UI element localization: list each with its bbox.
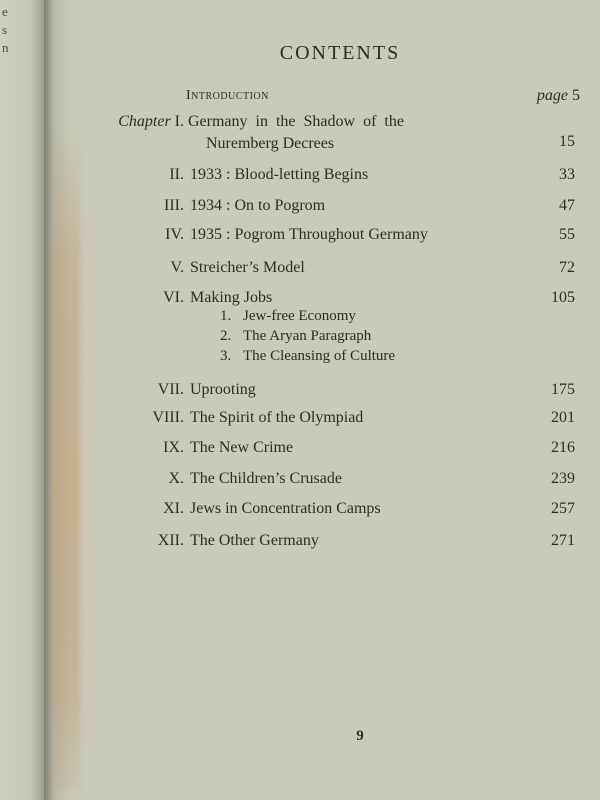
toc-subsection xyxy=(220,308,356,325)
toc-entry-title: Introduction xyxy=(186,88,269,103)
toc-subsection xyxy=(220,348,395,365)
toc-entry-number: IV. xyxy=(165,226,184,243)
toc-subsection-title: The Aryan Paragraph xyxy=(243,328,372,344)
toc-entry-title: The New Crime xyxy=(190,439,294,456)
page-title: CONTENTS xyxy=(279,42,401,64)
toc-subsection-title: The Cleansing of Culture xyxy=(243,348,396,364)
toc-entry-page: 239 xyxy=(551,470,575,487)
previous-page-fragment: e xyxy=(2,4,8,19)
toc-subsection-number: 3. xyxy=(220,348,232,364)
toc-entry-chapter-1 xyxy=(70,112,575,156)
toc-entry-title: Uprooting xyxy=(190,381,256,398)
toc-entry-page: 47 xyxy=(559,197,575,214)
toc-entry-page: 55 xyxy=(559,226,575,243)
previous-page-fragment: n xyxy=(2,40,9,55)
toc-entry-title: Germany in the Shadow of the xyxy=(188,113,404,130)
toc-subsection-number: 2. xyxy=(220,328,232,344)
previous-page-edge xyxy=(0,0,44,800)
toc-entry-title: 1933 : Blood-letting Begins xyxy=(190,166,369,183)
toc-entry-number: III. xyxy=(164,197,184,214)
toc-entry-number: VII. xyxy=(157,381,184,398)
toc-entry-number: II. xyxy=(169,166,184,183)
toc-entry-page: 33 xyxy=(559,166,575,183)
toc-entry-title: The Children’s Crusade xyxy=(190,470,342,487)
toc-entry-page: 72 xyxy=(559,259,575,276)
toc-entry-number: XI. xyxy=(163,500,184,517)
toc-entry-title: 1934 : On to Pogrom xyxy=(190,197,326,214)
toc-entry-page: 271 xyxy=(551,532,575,549)
toc-entry-number: V. xyxy=(170,259,184,276)
toc-entry-title: Streicher’s Model xyxy=(190,259,305,276)
toc-entry-page: 201 xyxy=(551,409,575,426)
toc-entry-title: The Spirit of the Olympiad xyxy=(190,409,364,426)
toc-subsection-number: 1. xyxy=(220,308,232,324)
toc-entry-title: 1935 : Pogrom Throughout Germany xyxy=(190,226,428,243)
toc-entry-page: 15 xyxy=(559,133,575,150)
toc-entry-number: XII. xyxy=(157,532,184,549)
toc-entry-title: Jews in Concentration Camps xyxy=(190,500,381,517)
toc-entry-number: Chapter I. xyxy=(118,113,184,130)
toc-entry-page: 175 xyxy=(551,381,575,398)
previous-page-fragment: s xyxy=(2,22,8,37)
toc-subsection-title: Jew-free Economy xyxy=(243,308,356,324)
toc-entry-title: Making Jobs xyxy=(190,289,273,306)
toc-entry-page: 257 xyxy=(551,500,575,517)
toc-entry-number: VIII. xyxy=(152,409,184,426)
toc-entry-number: IX. xyxy=(163,439,184,456)
toc-entry-page: page 5 xyxy=(536,87,580,104)
toc-entry-page: 216 xyxy=(551,439,575,456)
page-number: 9 xyxy=(356,728,364,744)
toc-entry-title: The Other Germany xyxy=(190,532,319,549)
toc-subsection xyxy=(220,328,371,345)
toc-entry-page: 105 xyxy=(551,289,575,306)
contents-page xyxy=(70,0,600,800)
toc-entry-title-continued: Nuremberg Decrees xyxy=(206,135,335,152)
toc-entry-number: X. xyxy=(168,470,184,487)
toc-entry-number: VI. xyxy=(163,289,184,306)
